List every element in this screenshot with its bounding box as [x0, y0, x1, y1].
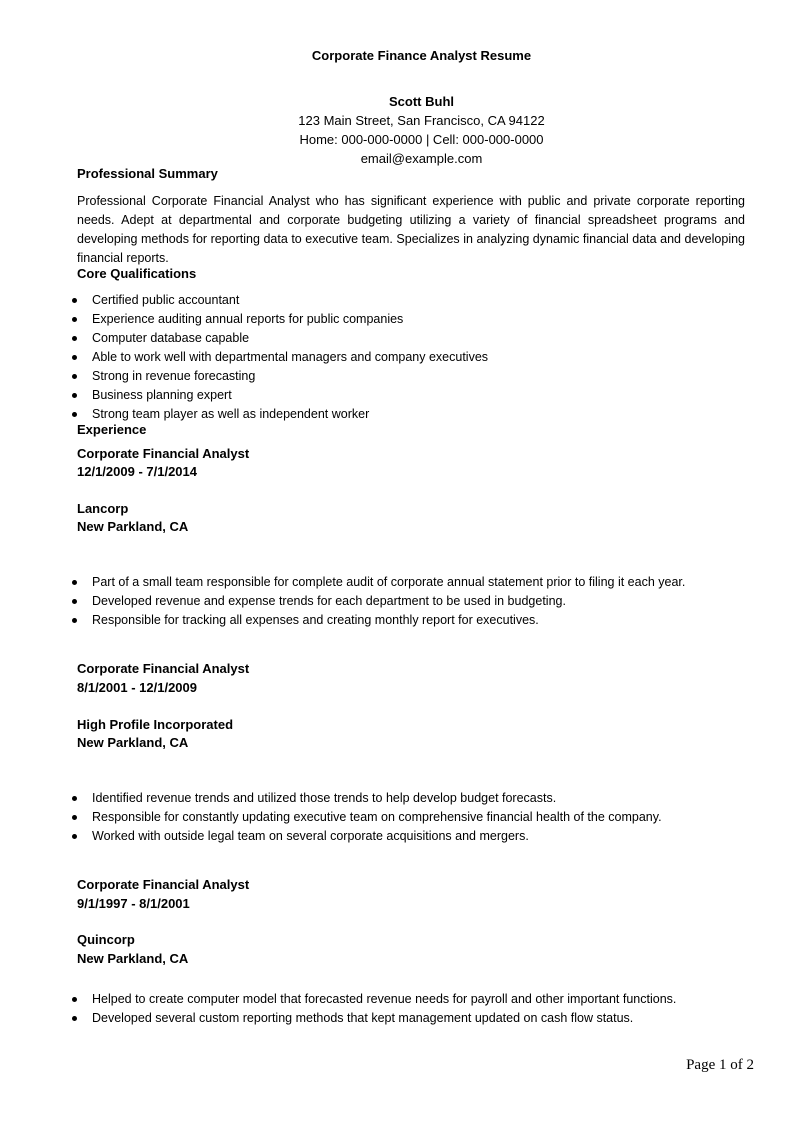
job-location: New Parkland, CA — [77, 735, 189, 750]
document-title: Corporate Finance Analyst Resume — [311, 48, 532, 63]
job-location: New Parkland, CA — [77, 519, 189, 534]
list-item: Business planning expert — [0, 386, 488, 405]
bullet-icon — [72, 355, 77, 360]
job-title: Corporate Financial Analyst — [77, 661, 250, 676]
list-item: Worked with outside legal team on several corporate acquisitions and mergers. — [0, 827, 662, 846]
list-item: Certified public accountant — [0, 291, 488, 310]
job-location: New Parkland, CA — [77, 951, 189, 966]
list-item: Helped to create computer model that forecasted revenue needs for payroll and other important functions. — [0, 990, 676, 1009]
job-company: High Profile Incorporated — [77, 717, 234, 732]
candidate-phone: Home: 000-000-0000 | Cell: 000-000-0000 — [299, 132, 544, 147]
candidate-address: 123 Main Street, San Francisco, CA 94122 — [298, 113, 545, 128]
qualifications-heading: Core Qualifications — [77, 266, 197, 281]
job-title: Corporate Financial Analyst — [77, 877, 250, 892]
list-item: Developed revenue and expense trends for each department to be used in budgeting. — [0, 592, 685, 611]
qualifications-list — [0, 291, 488, 424]
summary-heading: Professional Summary — [77, 166, 218, 181]
job-bullets — [0, 789, 662, 846]
bullet-icon — [72, 796, 77, 801]
bullet-icon — [72, 393, 77, 398]
bullet-icon — [72, 1016, 77, 1021]
job-company: Quincorp — [77, 932, 135, 947]
list-item: Experience auditing annual reports for public companies — [0, 310, 488, 329]
bullet-icon — [72, 336, 77, 341]
job-bullets — [0, 990, 676, 1028]
bullet-icon — [72, 317, 77, 322]
bullet-icon — [72, 412, 77, 417]
job-dates: 8/1/2001 - 12/1/2009 — [77, 680, 197, 695]
bullet-icon — [72, 997, 77, 1002]
experience-heading: Experience — [77, 422, 147, 437]
job-title: Corporate Financial Analyst — [77, 446, 250, 461]
bullet-icon — [72, 834, 77, 839]
list-item: Responsible for constantly updating executive team on comprehensive financial health of the company. — [0, 808, 662, 827]
job-dates: 12/1/2009 - 7/1/2014 — [77, 464, 197, 479]
job-dates: 9/1/1997 - 8/1/2001 — [77, 896, 190, 911]
job-bullets — [0, 573, 685, 630]
bullet-icon — [72, 580, 77, 585]
summary-text: Professional Corporate Financial Analyst who has significant experience with public and private corporate reporting needs. Adept at departmental and corporate budgeting utilizing a variety of financial spreadsheet programs and developing methods for reporting data to executive team. Specializes in analyzing dynamic financial data and developing financial reports. — [77, 194, 745, 265]
bullet-icon — [72, 618, 77, 623]
bullet-icon — [72, 599, 77, 604]
list-item: Computer database capable — [0, 329, 488, 348]
bullet-icon — [72, 298, 77, 303]
candidate-name: Scott Buhl — [389, 94, 454, 109]
list-item: Identified revenue trends and utilized those trends to help develop budget forecasts. — [0, 789, 662, 808]
bullet-icon — [72, 374, 77, 379]
candidate-email: email@example.com — [360, 151, 483, 166]
list-item: Able to work well with departmental managers and company executives — [0, 348, 488, 367]
bullet-icon — [72, 815, 77, 820]
list-item: Strong team player as well as independent worker — [0, 405, 488, 424]
job-company: Lancorp — [77, 501, 129, 516]
list-item: Responsible for tracking all expenses and creating monthly report for executives. — [0, 611, 685, 630]
list-item: Part of a small team responsible for complete audit of corporate annual statement prior to filing it each year. — [0, 573, 685, 592]
list-item: Developed several custom reporting methods that kept management updated on cash flow status. — [0, 1009, 676, 1028]
list-item: Strong in revenue forecasting — [0, 367, 488, 386]
page-number: Page 1 of 2 — [686, 1057, 754, 1073]
